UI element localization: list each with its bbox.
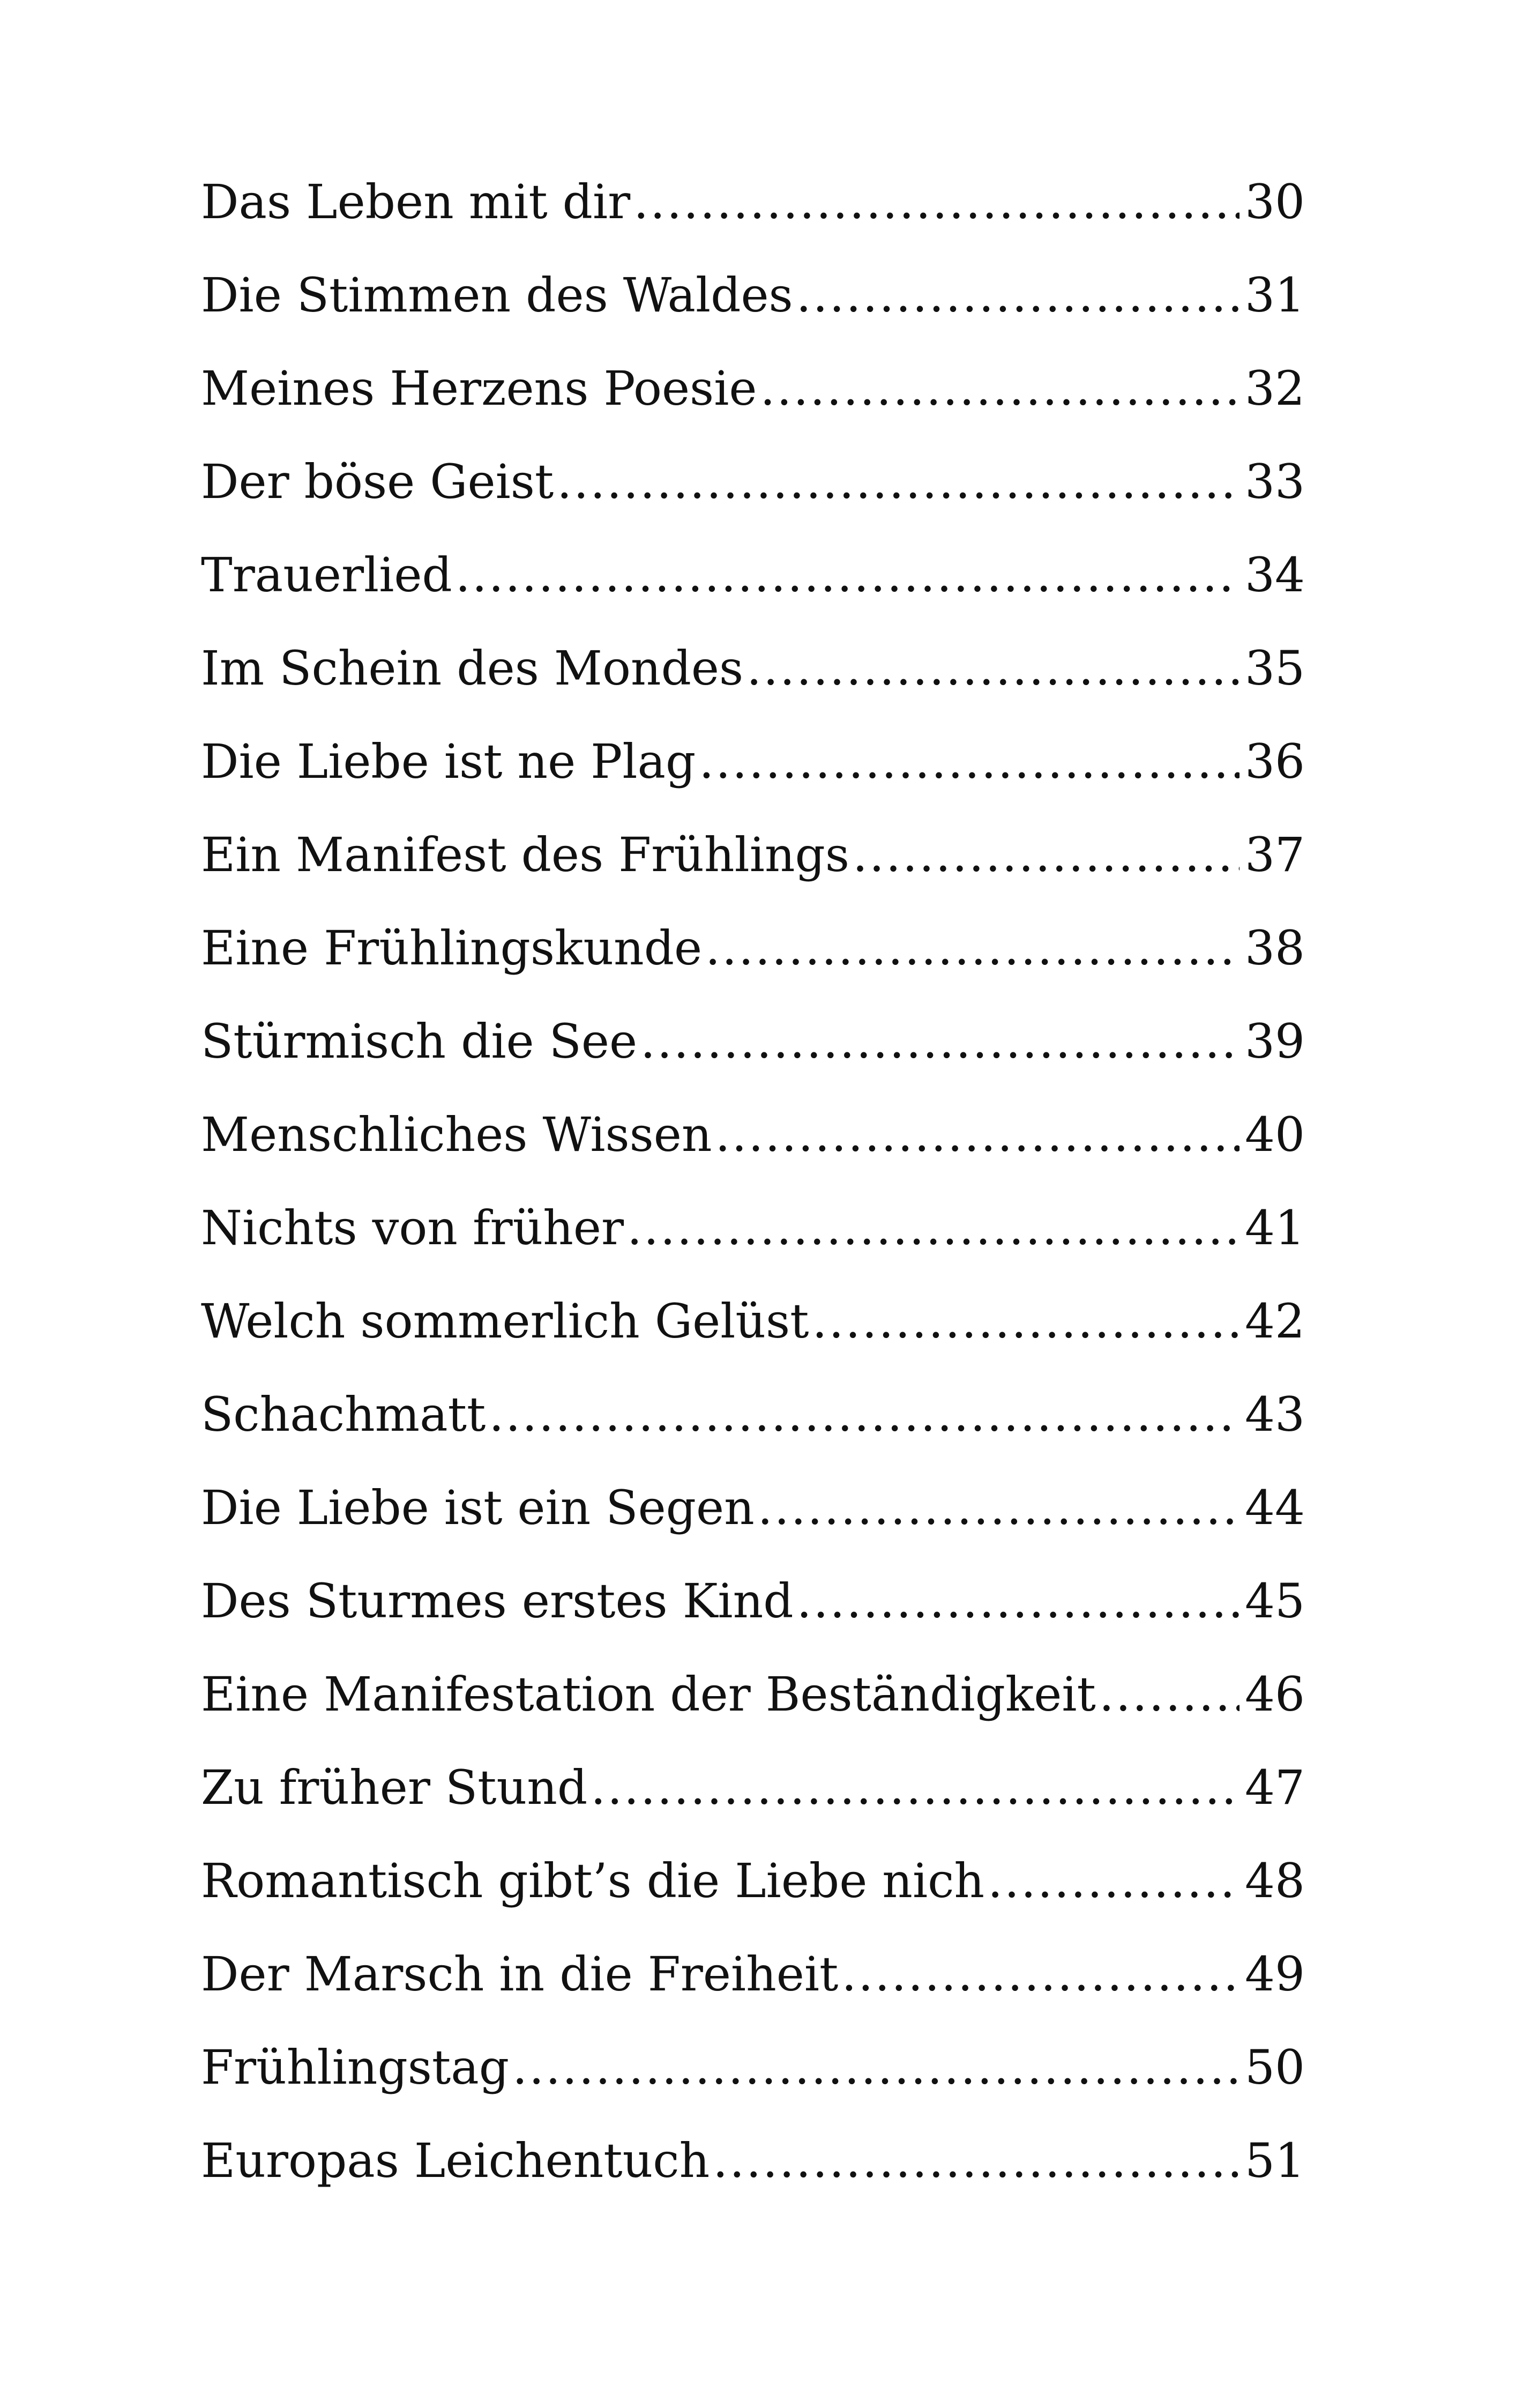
toc-entry-page-number: 39: [1245, 1014, 1305, 1069]
toc-entry-page-number: 31: [1245, 267, 1305, 323]
toc-entry-page-number: 47: [1245, 1760, 1305, 1815]
toc-dot-leader: [713, 2114, 1240, 2208]
toc-dot-leader: [853, 808, 1240, 902]
toc-entry-page-number: 44: [1245, 1480, 1305, 1535]
toc-dot-leader: [512, 2021, 1240, 2114]
toc-entry-title: Eine Frühlingskunde: [201, 920, 703, 976]
toc-entry-page-number: 36: [1245, 734, 1305, 789]
toc-dot-leader: [1099, 1648, 1240, 1741]
toc-entry-title: Im Schein des Mondes: [201, 641, 744, 696]
toc-entry-title: Frühlingstag: [201, 2040, 510, 2095]
toc-entry-page-number: 41: [1245, 1200, 1305, 1255]
toc-entry: [201, 435, 1305, 529]
toc-entry-title: Eine Manifestation der Beständigkeit: [201, 1667, 1096, 1722]
toc-entry-title: Nichts von früher: [201, 1200, 624, 1255]
toc-entry-title: Romantisch gibt’s die Liebe nich: [201, 1853, 985, 1908]
toc-entry-title: Die Liebe ist ne Plag: [201, 734, 696, 789]
table-of-contents: [201, 155, 1305, 2208]
toc-entry: [201, 1834, 1305, 1928]
toc-entry: [201, 1648, 1305, 1741]
toc-entry: [201, 1741, 1305, 1834]
toc-entry: [201, 715, 1305, 808]
toc-entry: [201, 1555, 1305, 1648]
toc-entry-page-number: 37: [1245, 827, 1305, 882]
toc-entry-page-number: 38: [1245, 920, 1305, 976]
toc-dot-leader: [746, 622, 1240, 715]
toc-dot-leader: [705, 902, 1240, 995]
toc-entry-page-number: 40: [1245, 1107, 1305, 1162]
toc-entry-title: Der böse Geist: [201, 454, 554, 509]
toc-dot-leader: [627, 1181, 1240, 1275]
toc-entry-title: Welch sommerlich Gelüst: [201, 1294, 809, 1349]
toc-entry-page-number: 33: [1245, 454, 1305, 509]
toc-dot-leader: [796, 249, 1240, 342]
toc-entry: [201, 622, 1305, 715]
toc-entry-page-number: 42: [1245, 1294, 1305, 1349]
toc-entry: [201, 249, 1305, 342]
toc-entry-page-number: 43: [1245, 1387, 1305, 1442]
toc-entry: [201, 2021, 1305, 2114]
toc-dot-leader: [841, 1928, 1240, 2021]
toc-dot-leader: [699, 715, 1240, 808]
toc-entry: [201, 1275, 1305, 1368]
toc-dot-leader: [456, 529, 1240, 622]
toc-dot-leader: [489, 1368, 1240, 1461]
toc-entry: [201, 2114, 1305, 2208]
toc-entry-title: Der Marsch in die Freiheit: [201, 1946, 839, 2002]
toc-entry-page-number: 45: [1245, 1573, 1305, 1629]
toc-dot-leader: [760, 342, 1240, 435]
toc-entry-page-number: 35: [1245, 641, 1305, 696]
toc-entry: [201, 1461, 1305, 1555]
toc-entry-title: Ein Manifest des Frühlings: [201, 827, 850, 882]
toc-dot-leader: [557, 435, 1240, 529]
toc-entry: [201, 529, 1305, 622]
toc-dot-leader: [633, 155, 1240, 249]
toc-entry-page-number: 48: [1245, 1853, 1305, 1908]
toc-entry-page-number: 51: [1245, 2133, 1305, 2188]
toc-entry: [201, 342, 1305, 435]
toc-entry: [201, 808, 1305, 902]
toc-entry-title: Stürmisch die See: [201, 1014, 638, 1069]
toc-entry-title: Europas Leichentuch: [201, 2133, 710, 2188]
toc-entry: [201, 995, 1305, 1088]
toc-entry-page-number: 34: [1245, 547, 1305, 603]
toc-entry-title: Trauerlied: [201, 547, 452, 603]
toc-dot-leader: [988, 1834, 1240, 1928]
toc-entry-title: Meines Herzens Poesie: [201, 361, 757, 416]
toc-dot-leader: [640, 995, 1240, 1088]
toc-entry-title: Schachmatt: [201, 1387, 486, 1442]
toc-entry-title: Des Sturmes erstes Kind: [201, 1573, 794, 1629]
toc-entry-title: Zu früher Stund: [201, 1760, 588, 1815]
toc-dot-leader: [812, 1275, 1240, 1368]
toc-dot-leader: [591, 1741, 1240, 1834]
toc-entry: [201, 1088, 1305, 1181]
toc-entry-title: Menschliches Wissen: [201, 1107, 712, 1162]
toc-entry-page-number: 32: [1245, 361, 1305, 416]
toc-entry: [201, 155, 1305, 249]
toc-entry-page-number: 30: [1245, 174, 1305, 229]
toc-dot-leader: [758, 1461, 1240, 1555]
toc-entry-title: Die Stimmen des Waldes: [201, 267, 793, 323]
toc-entry: [201, 1928, 1305, 2021]
toc-dot-leader: [715, 1088, 1240, 1181]
toc-entry-page-number: 49: [1245, 1946, 1305, 2002]
toc-dot-leader: [797, 1555, 1240, 1648]
toc-entry-page-number: 46: [1245, 1667, 1305, 1722]
toc-entry-title: Das Leben mit dir: [201, 174, 631, 229]
toc-entry: [201, 902, 1305, 995]
toc-entry: [201, 1181, 1305, 1275]
toc-entry-page-number: 50: [1245, 2040, 1305, 2095]
toc-entry: [201, 1368, 1305, 1461]
toc-entry-title: Die Liebe ist ein Segen: [201, 1480, 755, 1535]
